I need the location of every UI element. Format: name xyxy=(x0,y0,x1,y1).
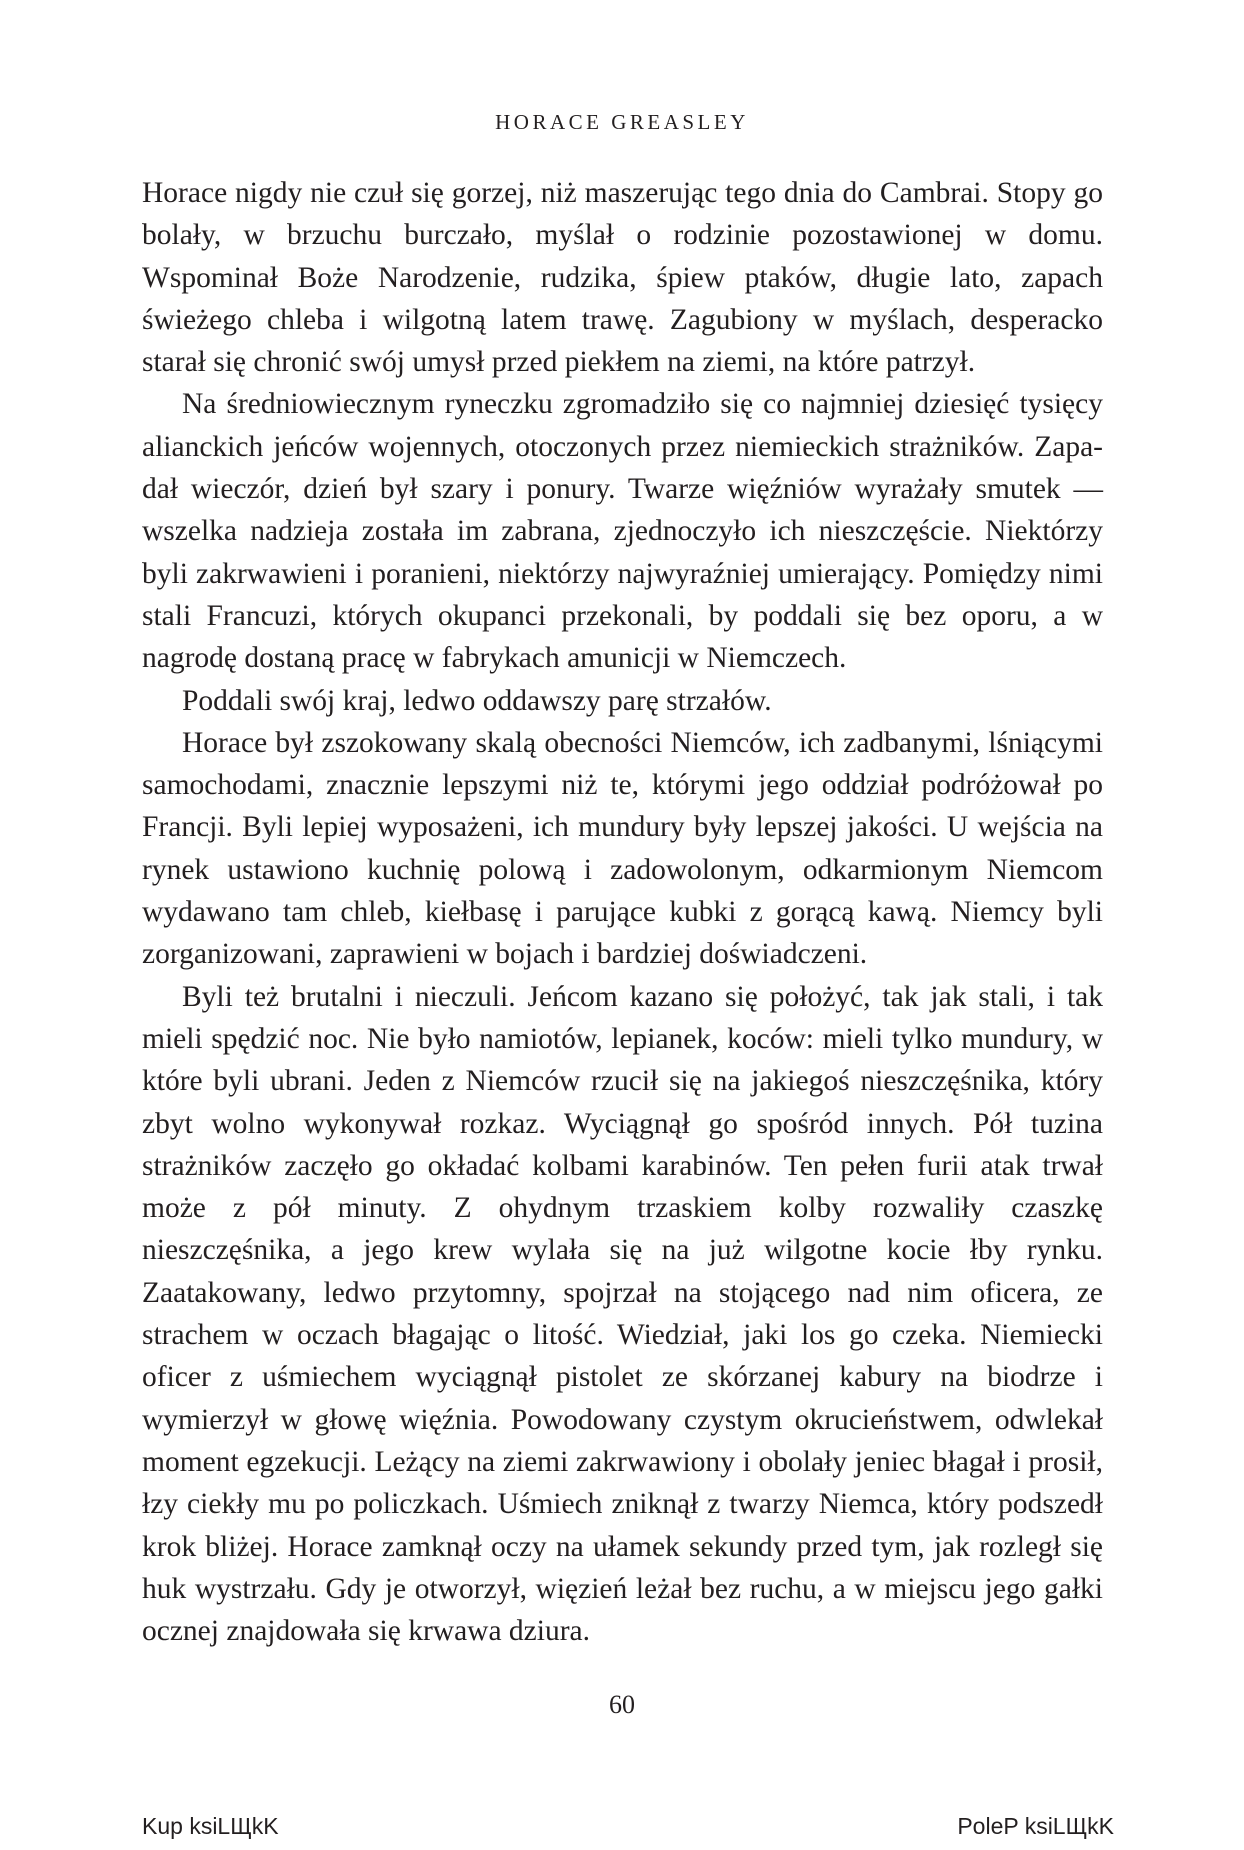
buy-book-link[interactable]: Kup ksiLЩkK xyxy=(142,1813,279,1839)
paragraph-5: Byli też brutalni i nieczuli. Jeńcom kazano się położyć, tak jak stali, i tak mieli spędzić noc. Nie było namiotów, lepianek, koców: mieli tylko mundury, w które byli ubrani. Jeden z Niemców rzucił się na jakiegoś nieszczęśnika, który zbyt wolno wykonywał rozkaz. Wyciągnął go spośród innych. Pół tuzina strażników zaczęło go okładać kolbami karabinów. Ten pełen furii atak trwał może z pół minuty. Z ohydnym trzaskiem kolby rozwaliły czaszkę nieszczęśnika, a jego krew wylała się na już wilgotne kocie łby rynku. Zaatakowany, ledwo przytomny, spojrzał na stojącego nad nim oficera, ze strachem w oczach błagając o litość. Wiedział, jaki los go czeka. Niemiecki oficer z uśmiechem wyciągnął pistolet ze skórzanej kabury na biodrze i wymierzył w głowę więźnia. Powodowany czystym okrucieństwem, odwlekał moment egzekucji. Leżący na ziemi zakrwawiony i obolały jeniec błagał i prosił, łzy ciekły mu po policzkach. Uśmiech zniknął z twarzy Niemca, który podszedł krok bliżej. Horace zamknął oczy na ułamek sekundy przed tym, jak rozległ się huk wystrzału. Gdy je otworzył, więzień leżał bez ruchu, a w miejscu jego gałki ocznej znajdowała się krwawa dziura. xyxy=(142,980,1103,1648)
paragraph-4: Horace był zszokowany skalą obecności Niemców, ich zadbanymi, lśniącymi samochodami, znacznie lepszymi niż te, którymi jego oddział podróżował po Francji. Byli lepiej wyposażeni, ich mundury były lepszej jakości. U wejścia na rynek ustawiono kuchnię polową i zadowolonym, odkarmionym Niemcom wydawano tam chleb, kiełbasę i parujące kubki z gorącą kawą. Niemcy byli zorganizowani, zaprawieni w bojach i bardziej doświadczeni. xyxy=(142,726,1103,971)
recommend-book-link[interactable]: PoleP ksiLЩkK xyxy=(957,1813,1114,1839)
body-text xyxy=(142,172,1103,1652)
paragraph-3: Poddali swój kraj, ledwo oddawszy parę strzałów. xyxy=(182,684,772,717)
running-header: HORACE GREASLEY xyxy=(495,110,749,134)
paragraph-2: Na średniowiecznym ryneczku zgromadziło się co najmniej dziesięć tysięcy alianckich jeńców wojennych, otoczonych przez niemieckich strażników. Zapadał wieczór, dzień był szary i ponury. Twarze więźniów wyrażały smutek — wszelka nadzieja została im zabrana, zjednoczyło ich nieszczęście. Niektórzy byli zakrwawieni i poranieni, niektórzy najwyraźniej umierający. Pomiędzy nimi stali Francuzi, których okupanci przekonali, by poddali się bez oporu, a w nagrodę dostaną pracę w fabrykach amunicji w Niemczech. xyxy=(142,388,1103,675)
paragraph-1: Horace nigdy nie czuł się gorzej, niż maszerując tego dnia do Cambrai. Stopy go bolały, w brzuchu burczało, myślał o rodzinie pozostawionej w domu. Wspominał Boże Narodzenie, rudzika, śpiew ptaków, długie lato, zapach świeżego chleba i wilgotną latem trawę. Zagubiony w myślach, desperacko starał się chronić swój umysł przed piekłem na ziemi, na które patrzył. xyxy=(142,177,1103,379)
page-number: 60 xyxy=(609,1690,635,1719)
